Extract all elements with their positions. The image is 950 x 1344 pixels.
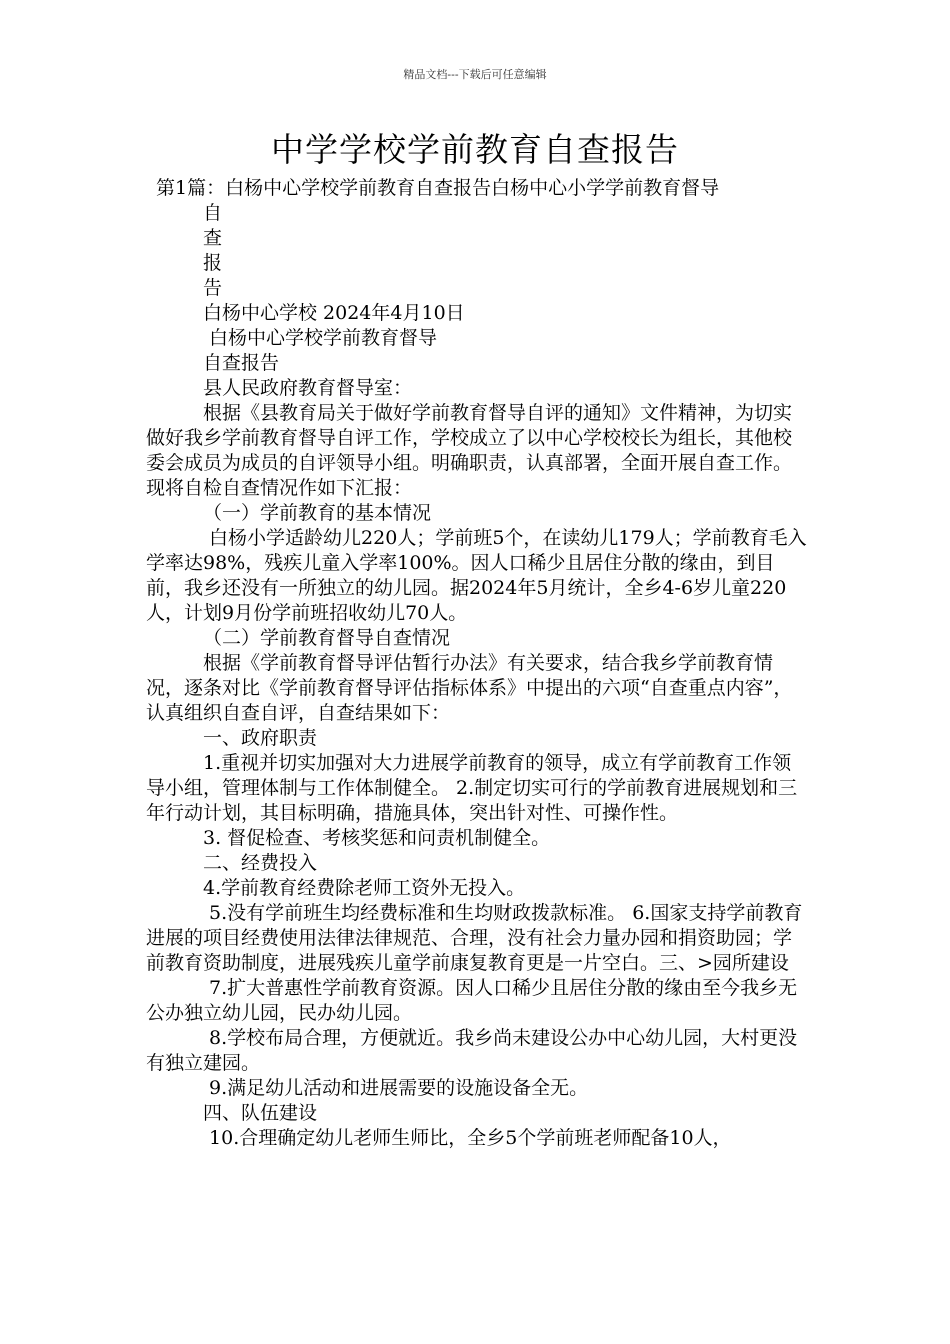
paragraph: 8.学校布局合理，方便就近。我乡尚未建设公办中心幼儿园，大村更没有独立建园。 — [146, 1027, 798, 1074]
paragraph: 四、队伍建设 — [203, 1102, 318, 1124]
paragraph: 3. 督促检查、考核奖惩和问责机制健全。 — [203, 827, 551, 849]
paragraph: 4.学前教育经费除老师工资外无投入。 — [203, 877, 526, 899]
paragraph: 7.扩大普惠性学前教育资源。因人口稀少且居住分散的缘由至今我乡无公办独立幼儿园，民办幼儿园。 — [146, 977, 798, 1024]
paragraph: 根据《学前教育督导评估暂行办法》有关要求，结合我乡学前教育情况，逐条对比《学前教育督导评估指标体系》中提出的六项“自查重点内容”， 认真组织自查自评，自查结果如下： — [146, 652, 799, 724]
paragraph: 告 — [203, 277, 223, 299]
paragraph: 自查报告 — [203, 352, 280, 374]
paragraph: 9.满足幼儿活动和进展需要的设施设备全无。 — [203, 1077, 589, 1099]
document-title: 中学学校学前教育自查报告 — [271, 130, 679, 169]
paragraph: （一）学前教育的基本情况 — [203, 502, 432, 524]
paragraph: 10.合理确定幼儿老师生师比，全乡5个学前班老师配备10人， — [203, 1127, 732, 1149]
paragraph: 白杨小学适龄幼儿220人；学前班5个，在读幼儿179人；学前教育毛入学率达98%，残疾儿童入学率100%。因人口稀少且居住分散的缘由，到目前，我乡还没有一所独立的幼儿园。据2024年5月统计，全乡4-6岁儿童220人，计划9月份学前班招收幼儿70人。 — [146, 527, 807, 624]
paragraph: 报 — [203, 252, 223, 274]
paragraph: 第1篇：白杨中心学校学前教育自查报告白杨中心小学学前教育督导 — [150, 177, 720, 199]
paragraph: 白杨中心学校学前教育督导 — [203, 327, 438, 349]
paragraph: 自 — [203, 202, 223, 224]
page-header: 精品文档---下载后可任意编辑 — [403, 68, 547, 81]
paragraph: 查 — [203, 227, 223, 249]
paragraph: 一、政府职责 — [203, 727, 318, 749]
paragraph: 二、经费投入 — [203, 852, 318, 874]
document-body — [146, 176, 810, 1151]
paragraph: 1.重视并切实加强对大力进展学前教育的领导，成立有学前教育工作领导小组，管理体制与工作体制健全。 2.制定切实可行的学前教育进展规划和三年行动计划，其目标明确，措施具体，突出针对性、可操作性。 — [146, 752, 798, 824]
paragraph: 5.没有学前班生均经费标准和生均财政拨款标准。 6.国家支持学前教育进展的项目经费使用法律法律规范、合理，没有社会力量办园和捐资助园；学前教育资助制度，进展残疾儿童学前康复教育更是一片空白。三、>园所建设 — [146, 902, 803, 974]
paragraph: 根据《县教育局关于做好学前教育督导自评的通知》文件精神，为切实做好我乡学前教育督导自评工作，学校成立了以中心学校校长为组长，其他校委会成员为成员的自评领导小组。明确职责，认真部署，全面开展自查工作。现将自检自查情况作如下汇报： — [146, 402, 793, 499]
paragraph: （二）学前教育督导自查情况 — [203, 627, 451, 649]
paragraph: 白杨中心学校 2024年4月10日 — [203, 302, 465, 324]
paragraph: 县人民政府教育督导室： — [203, 377, 413, 399]
